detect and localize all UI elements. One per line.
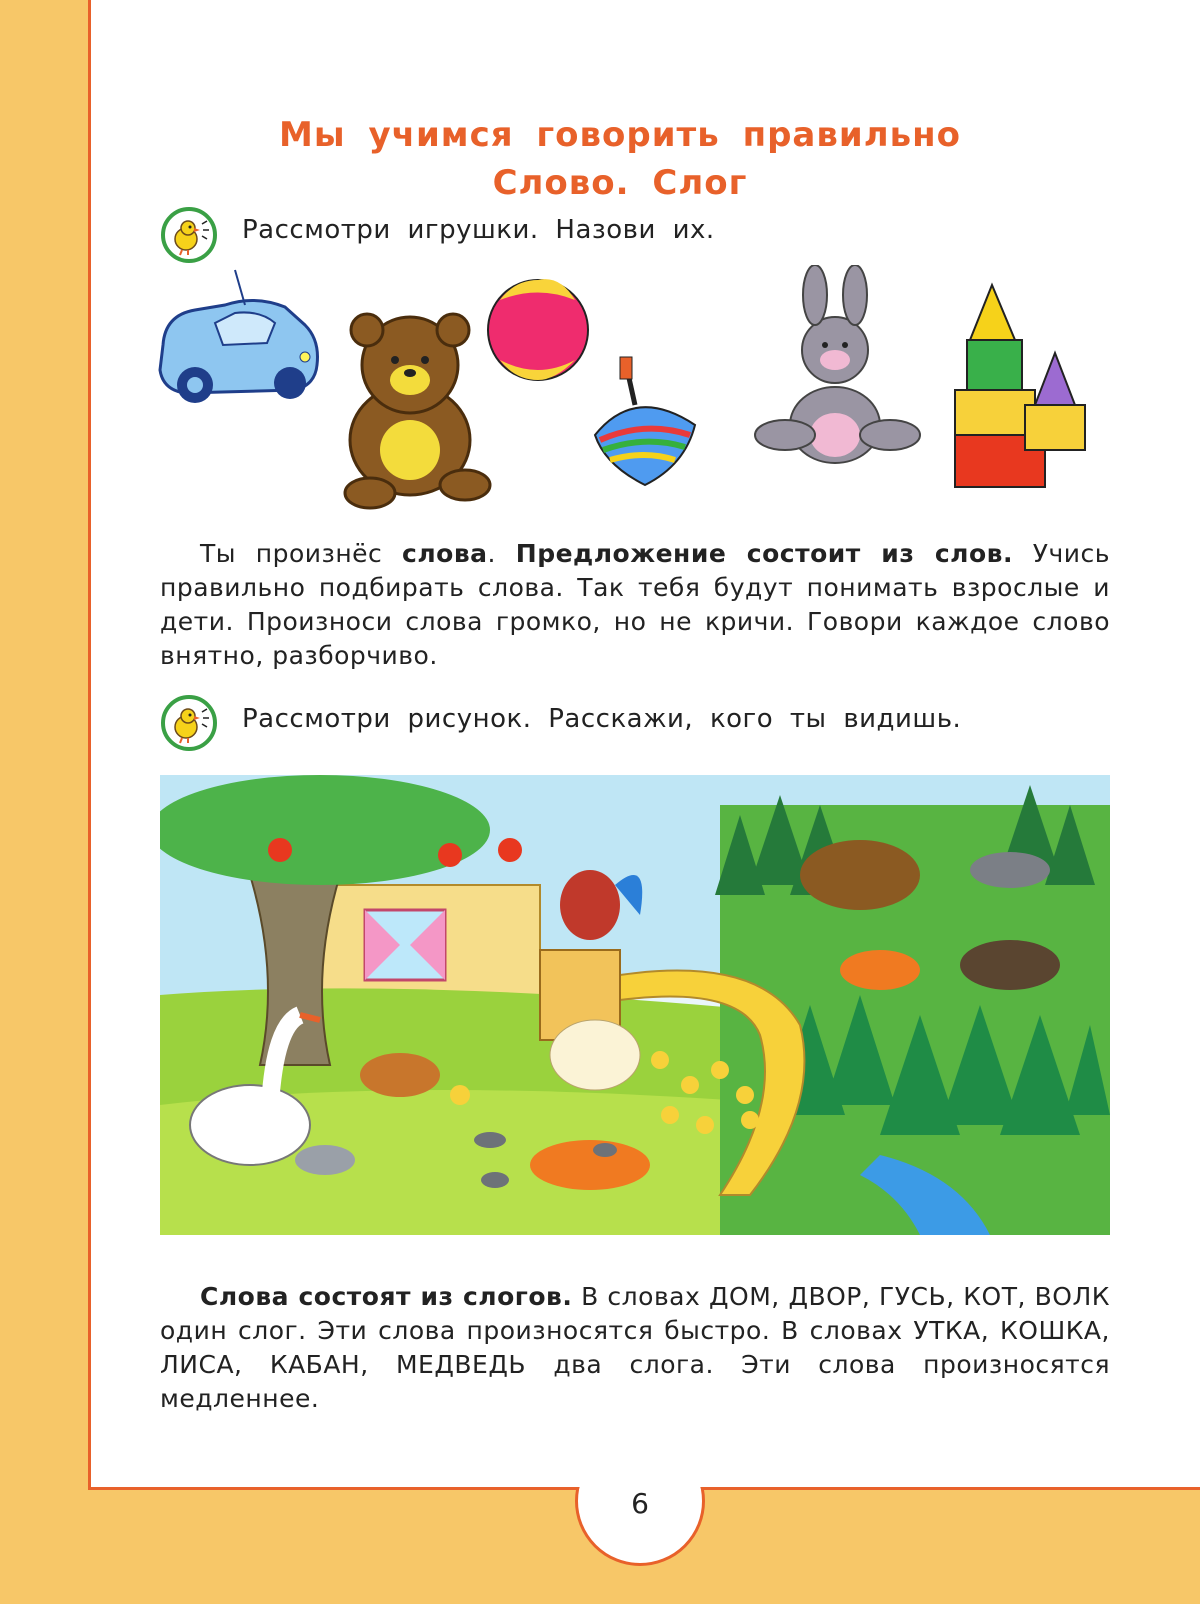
spinning-top-image: [595, 357, 695, 485]
paragraph-syllables: Слова состоят из слогов. В словах ДОМ, ДВОР, ГУСЬ, КОТ, ВОЛК один слог. Эти слова произносятся быстро. В словах УТКА, КОШКА, ЛИСА, КАБАН, МЕДВЕДЬ два слога. Эти слова произносятся медленнее.: [160, 1282, 1111, 1413]
hen-image: [550, 1020, 640, 1090]
wolf-image: [970, 852, 1050, 888]
page-subtitle: Слово. Слог: [492, 163, 748, 203]
farm-scene-illustration: [160, 775, 1110, 1235]
ball-image: [488, 279, 588, 380]
cat-image: [530, 1140, 650, 1190]
bird-speaking-icon: [160, 694, 218, 752]
boar-image: [960, 940, 1060, 990]
teddy-bear-image: [345, 314, 490, 508]
toy-bunny-image: [755, 265, 920, 463]
task-instruction-toys: Рассмотри игрушки. Назови их.: [242, 215, 715, 245]
paragraph-words: Ты произнёс слова. Предложение состоит из слов. Учись правильно подбирать слова. Так тебя будут понимать взрослые и дети. Произноси слова громко, но не кричи. Говори каждое слово внятно, разборчиво.: [160, 539, 1110, 670]
duck-image: [360, 1053, 440, 1097]
toys-illustration: [155, 265, 1095, 515]
page-number: 6: [631, 1487, 649, 1520]
toy-blocks-image: [955, 285, 1085, 487]
bird-speaking-icon: [160, 206, 218, 264]
bear-image: [800, 840, 920, 910]
fox-image: [840, 950, 920, 990]
task-instruction-picture: Рассмотри рисунок. Расскажи, кого ты видишь.: [242, 704, 962, 734]
page-title: Мы учимся говорить правильно: [279, 115, 961, 155]
toy-car-image: [160, 270, 318, 403]
